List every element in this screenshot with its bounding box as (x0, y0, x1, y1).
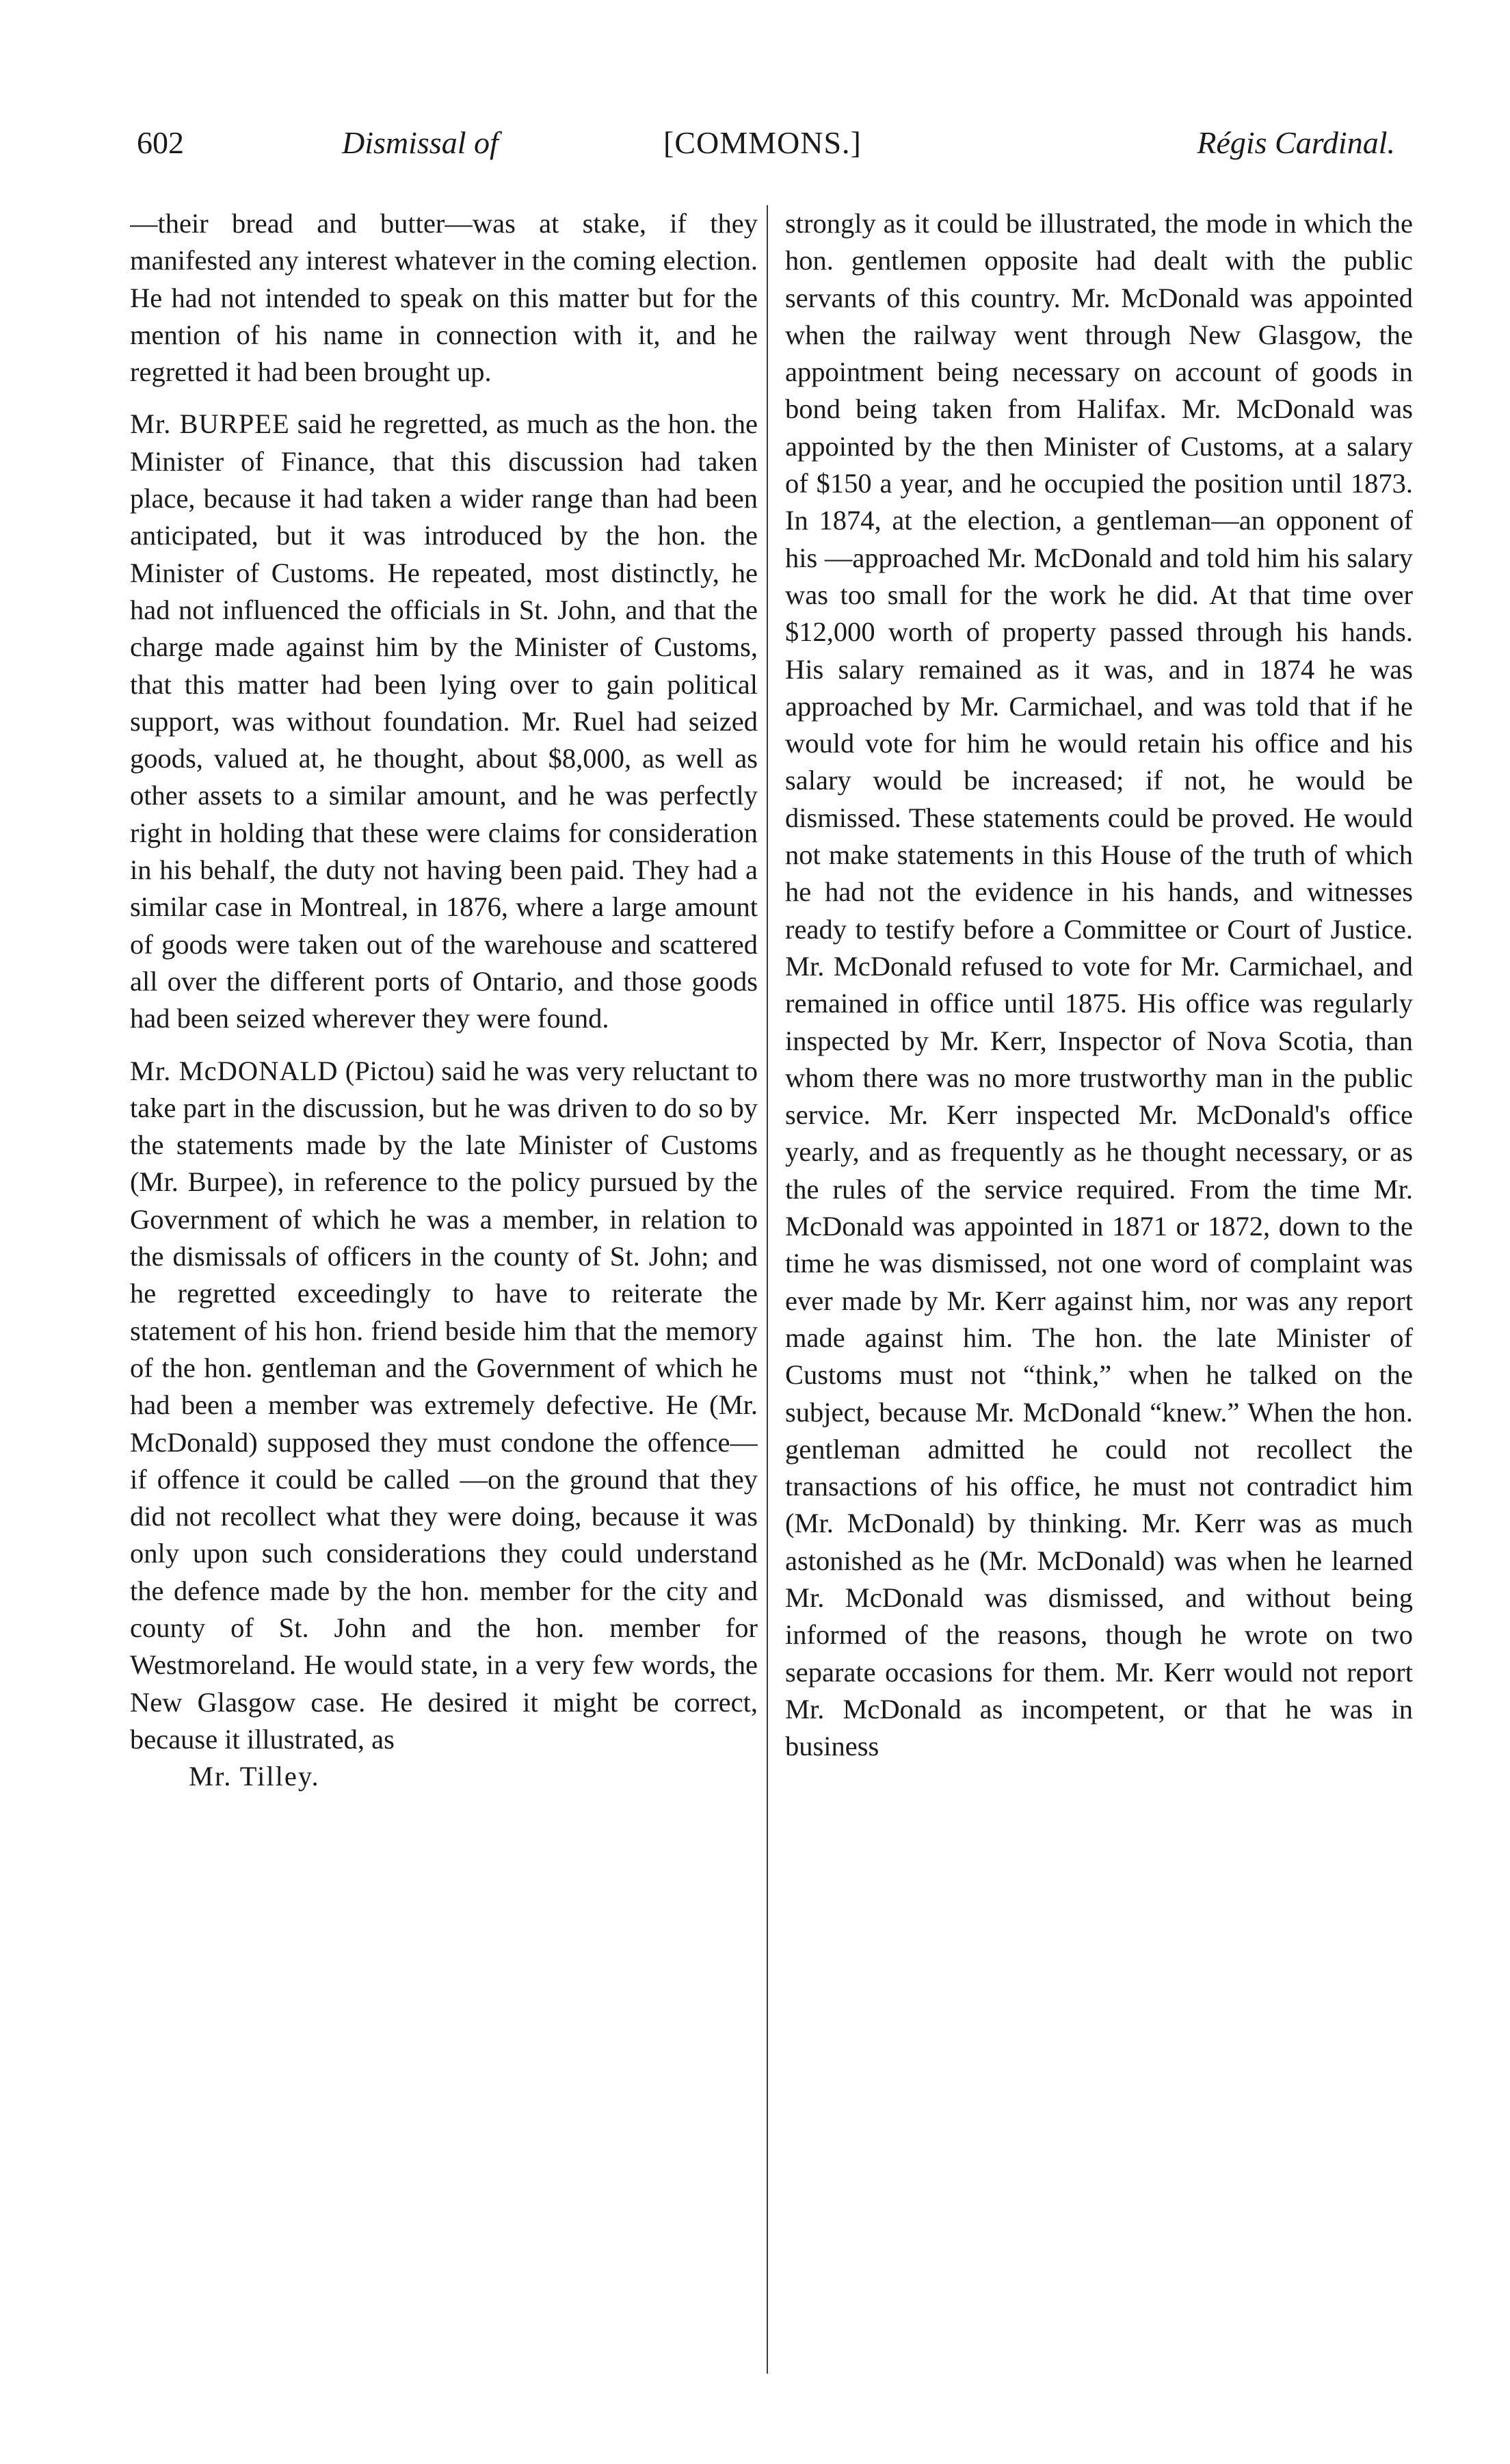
paragraph-mcdonald (130, 1053, 758, 1759)
speaker-name: Mr. BURPEE (130, 408, 290, 440)
page-number: 602 (137, 125, 184, 160)
speaker-name: Mr. McDONALD (130, 1055, 339, 1086)
next-speaker: Mr. Tilley. (189, 1761, 320, 1792)
page-header (137, 124, 1395, 174)
running-head-right: Régis Cardinal. (1197, 125, 1395, 160)
column-divider (767, 205, 768, 2374)
speech-text: said he regretted, as much as the hon. the Minister of Finance, that this discussion had taken place, because it had taken a wider range than had been anticipated, but it was introduced by the hon. the Minister of Customs. He repeated, most distinctly, he had not influenced the officials in St. John, and that the charge made against him by the Minister of Customs, that this matter had been lying over to gain political support, was without foundation. Mr. Ruel had seized goods, valued at, he thought, about $8,000, as well as other assets to a similar amount, and he was perfectly right in holding that these were claims for consideration in his behalf, the duty not having been paid. They had a similar case in Montreal, in 1876, where a large amount of goods were taken out of the warehouse and scattered all over the different ports of Ontario, and those goods had been seized wherever they were found. (130, 408, 758, 1034)
right-column (785, 205, 1413, 2394)
paragraph-burpee (130, 406, 758, 1037)
left-column (130, 205, 758, 2394)
speech-text: (Pictou) said he was very reluctant to take part in the discussion, but he was driven to do so by the statements made by the late Minister of Customs (Mr. Burpee), in reference to the policy pursued by the Government of which he was a member, in relation to the dismissals of officers in the county of St. John; and he regretted exceedingly to have to reiterate the statement of his hon. friend beside him that the memory of the hon. gentleman and the Government of which he had been a member was extremely defective. He (Mr. McDonald) supposed they must condone the offence—if offence it could be called —on the ground that they did not recollect what they were doing, because it was only upon such considerations they could understand the defence made by the hon. member for the city and county of St. John and the hon. member for Westmoreland. He would state, in a very few words, the New Glasgow case. He desired it might be correct, because it illustrated, as (130, 1055, 758, 1755)
paragraph-continuation: —their bread and butter—was at stake, if they manifested any interest whatever in the coming election. He had not intended to speak on this matter but for the mention of his name in connection with it, and he regretted it had been brought up. (130, 208, 758, 388)
running-head-left: Dismissal of (342, 125, 499, 160)
paragraph-continuation: strongly as it could be illustrated, the mode in which the hon. gentlemen opposite had dealt with the public servants of this country. Mr. McDonald was appointed when the railway went through New Glasgow, the appointment being necessary on account of goods in bond being taken from Halifax. Mr. McDonald was appointed by the then Minister of Customs, at a salary of $150 a year, and he occupied the position until 1873. In 1874, at the election, a gentleman—an opponent of his —approached Mr. McDonald and told him his salary was too small for the work he did. At that time over $12,000 worth of property passed through his hands. His salary remained as it was, and in 1874 he was approached by Mr. Carmichael, and was told that if he would vote for him he would retain his office and his salary would be increased; if not, he would be dismissed. These statements could be proved. He would not make statements in this House of the truth of which he had not the evidence in his hands, and witnesses ready to testify before a Committee or Court of Justice. Mr. McDonald refused to vote for Mr. Carmichael, and remained in office until 1875. His office was regularly inspected by Mr. Kerr, Inspector of Nova Scotia, than whom there was no more trustworthy man in the public service. Mr. Kerr inspected Mr. McDonald's office yearly, and as frequently as he thought necessary, or as the rules of the service required. From the time Mr. McDonald was appointed in 1871 or 1872, down to the time he was dismissed, not one word of complaint was ever made by Mr. Kerr against him, nor was any report made against him. The hon. the late Minister of Customs must not “think,” when he talked on the subject, because Mr. McDonald “knew.” When the hon. gentleman admitted he could not recollect the transactions of his office, he must not contradict him (Mr. McDonald) by thinking. Mr. Kerr was as much astonished as he (Mr. McDonald) was when he learned Mr. McDonald was dismissed, and without being informed of the reasons, though he wrote on two separate occasions for them. Mr. Kerr would not report Mr. McDonald as incompetent, or that he was in business (785, 208, 1413, 1762)
chamber-label: [COMMONS.] (663, 125, 862, 160)
